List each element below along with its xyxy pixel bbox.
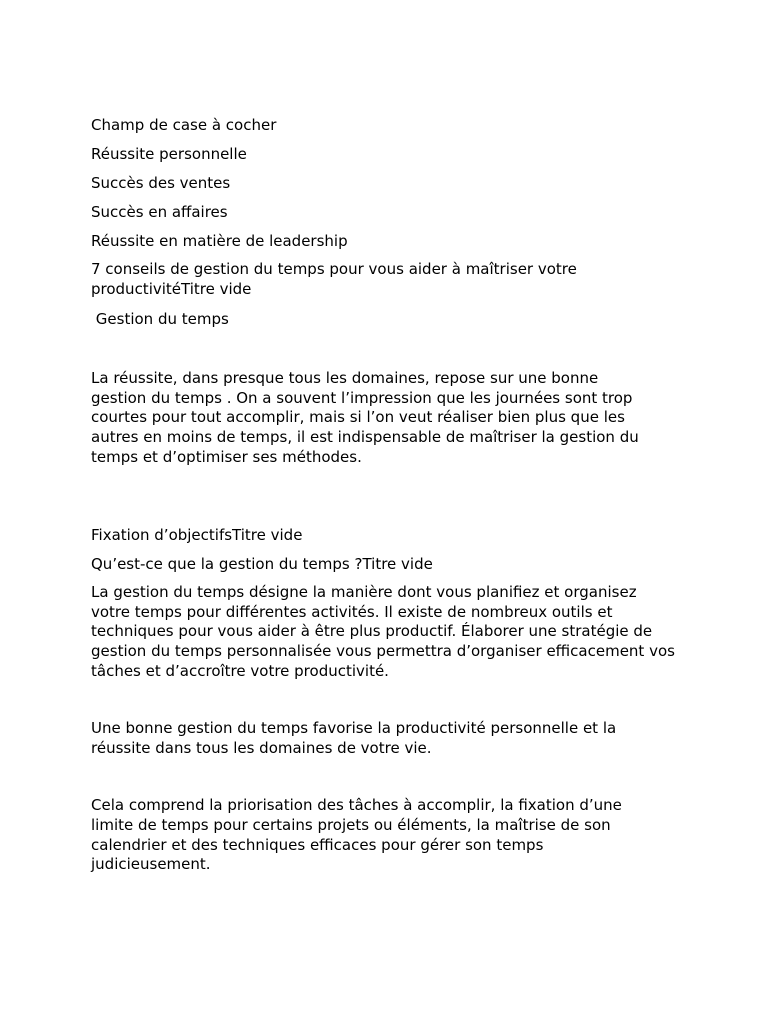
goal-setting-heading: Fixation d’objectifsTitre vide [91, 526, 303, 545]
definition-paragraph: La gestion du temps désigne la manière dont vous planifiez et organisez votre temps pour différentes activités. Il existe de nombreux outils et techniques pour vous aider à être plus productif. Élaborer une stratégie de gestion du temps personnalisée vous permettra d’organiser efficacement vos tâches et d’accroître votre productivité. [91, 583, 675, 680]
productivity-paragraph: Une bonne gestion du temps favorise la productivité personnelle et la réussite dans tous les domaines de votre vie. [91, 719, 617, 757]
sales-success-line: Succès des ventes [91, 174, 231, 192]
business-success-line: Succès en affaires [91, 203, 228, 221]
document-page [91, 115, 691, 875]
priorities-paragraph: Cela comprend la priorisation des tâches à accomplir, la fixation d’une limite de temps pour certains projets ou éléments, la maîtrise de son calendrier et des techniques efficaces pour gérer son temps judicieusement. [91, 796, 622, 874]
time-management-heading: Gestion du temps [91, 310, 229, 329]
checkbox-field-label: Champ de case à cocher [91, 116, 277, 134]
intro-paragraph: La réussite, dans presque tous les domaines, repose sur une bonne gestion du temps . On a souvent l’impression que les journées sont trop courtes pour tout accomplir, mais si l’on veut réaliser bien plus que les autres en moins de temps, il est indispensable de maîtriser la gestion du temps et d’optimiser ses méthodes. [91, 369, 639, 466]
tips-heading: 7 conseils de gestion du temps pour vous aider à maîtriser votre productivitéTitre vide [91, 260, 577, 298]
leadership-success-line: Réussite en matière de leadership [91, 232, 348, 250]
personal-success-line: Réussite personnelle [91, 145, 247, 163]
what-is-time-management-heading: Qu’est-ce que la gestion du temps ?Titre vide [91, 555, 433, 574]
